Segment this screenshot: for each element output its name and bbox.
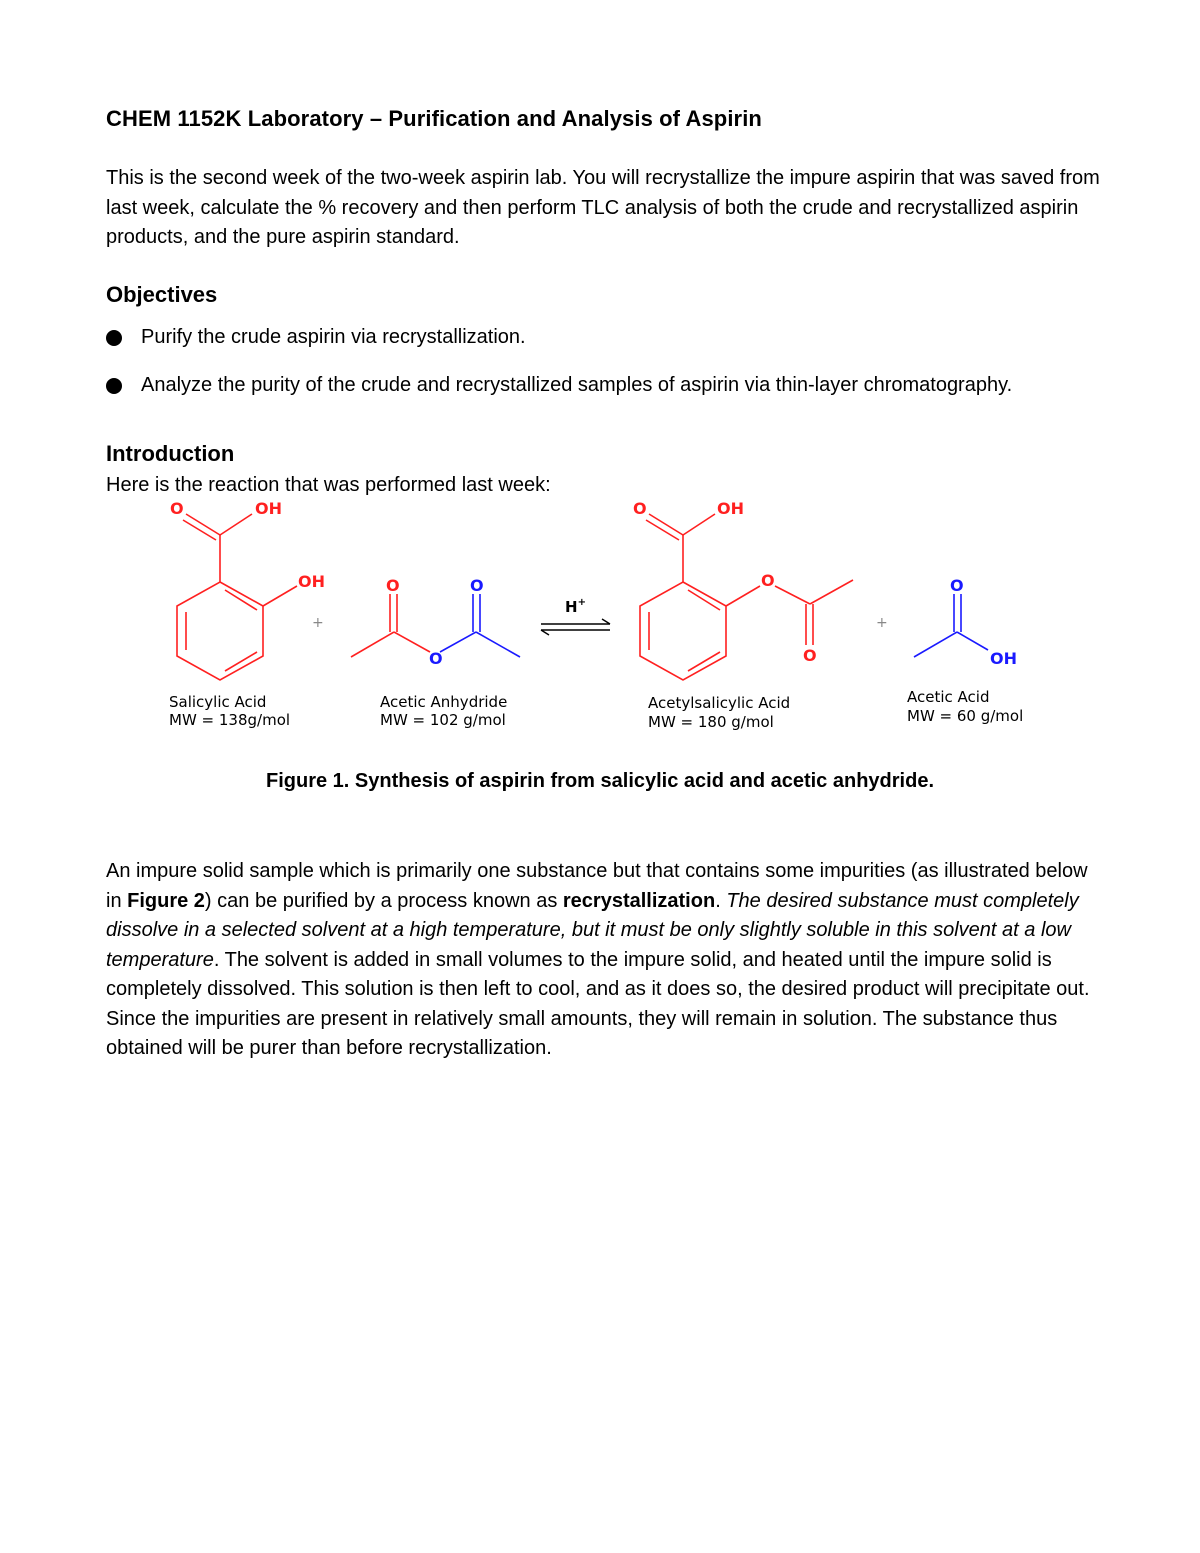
objective-text: Analyze the purity of the crude and recrystallized samples of aspirin via thin-layer chromatography. [141,374,1013,396]
atom-label-o: O [633,499,647,518]
intro-paragraph: This is the second week of the two-week aspirin lab. You will recrystallize the impure aspirin that was saved from last week, calculate the % recovery and then perform TLC analysis of both the crude and recrystallized aspirin products, and the pure aspirin standard. [106,167,1100,248]
atom-label-oh: OH [298,572,325,591]
compound-mw: MW = 60 g/mol [907,707,1024,725]
recrystallization-paragraph [106,857,1106,1064]
compound-name: Acetylsalicylic Acid [648,694,791,712]
key-term: recrystallization [562,889,716,912]
atom-label-oh: OH [990,649,1017,668]
plus-sign: + [876,615,888,631]
atom-label-o: O [803,646,817,665]
objectives-heading: Objectives [106,282,218,307]
atom-label-oh: OH [717,499,744,518]
acetic-anhydride-structure [351,594,520,657]
figure-caption: Figure 1. Synthesis of aspirin from salicylic acid and acetic anhydride. [266,770,934,792]
introduction-heading: Introduction [106,441,235,466]
figure-reference: Figure 2 [127,889,205,912]
acetylsalicylic-acid-structure [640,514,853,680]
compound-mw: MW = 102 g/mol [380,711,506,729]
plus-sign: + [312,615,324,631]
body-text: . The solvent is added in small volumes to the impure solid, and heated until the impure solid is completely dissolved. This solution is then left to cool, and as it does so, the desired product will precipitate out. Since the impurities are present in relatively small amounts, they will remain in solution. The substance thus obtained will be purer than before recrystallization. [106,948,1090,1059]
body-text: An impure solid sample which is primarily one substance but that contains some impurities (as illustrated below in [106,860,1088,912]
atom-label-o: O [470,576,484,595]
body-text: ) can be purified by a process known as [204,889,563,912]
atom-label-o: O [429,649,443,668]
compound-name: Acetic Acid [907,688,990,706]
reaction-scheme [0,490,1200,740]
compound-mw: MW = 138g/mol [169,711,291,729]
salicylic-acid-structure [177,514,297,680]
page-title: CHEM 1152K Laboratory – Purification and Analysis of Aspirin [106,106,762,131]
catalyst-label [565,597,586,616]
objective-item [106,374,1012,397]
catalyst-symbol: H [565,598,578,616]
emphasis-text: The desired substance must completely dissolve in a selected solvent at a high temperature, but it must be only slightly soluble in this solvent at a low temperature [106,889,1079,971]
equilibrium-arrow-icon [541,619,610,635]
objective-item [106,326,526,349]
compound-name: Salicylic Acid [169,693,267,711]
atom-label-o: O [761,571,775,590]
compound-mw: MW = 180 g/mol [648,713,774,731]
body-text: . [715,889,727,912]
bullet-icon [106,330,122,346]
acetic-acid-structure [914,594,988,657]
introduction-lead: Here is the reaction that was performed last week: [106,474,551,496]
atom-label-oh: OH [255,499,282,518]
compound-name: Acetic Anhydride [380,693,508,711]
catalyst-superscript: + [577,597,586,608]
objective-text: Purify the crude aspirin via recrystallization. [141,326,526,348]
atom-label-o: O [386,576,400,595]
atom-label-o: O [170,499,184,518]
bullet-icon [106,378,122,394]
atom-label-o: O [950,576,964,595]
